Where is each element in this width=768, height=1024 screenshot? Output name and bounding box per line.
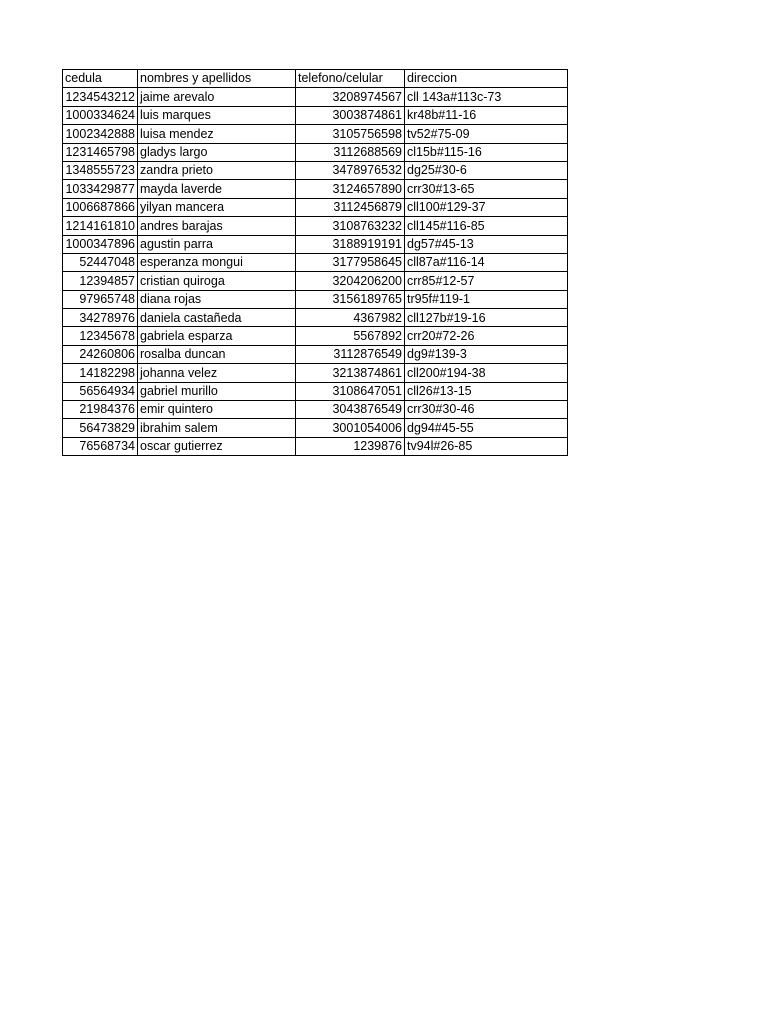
table-row (63, 382, 568, 400)
nombre-cell: ibrahim salem (138, 419, 296, 437)
telefono-cell: 3003874861 (296, 106, 405, 124)
nombre-cell: diana rojas (138, 290, 296, 308)
header-cedula: cedula (63, 70, 138, 88)
nombre-cell: luis marques (138, 106, 296, 124)
table-row (63, 437, 568, 455)
header-telefono: telefono/celular (296, 70, 405, 88)
telefono-cell: 1239876 (296, 437, 405, 455)
cedula-cell: 1000334624 (63, 106, 138, 124)
direccion-cell: cll26#13-15 (405, 382, 568, 400)
header-direccion: direccion (405, 70, 568, 88)
nombre-cell: gabriela esparza (138, 327, 296, 345)
cedula-cell: 76568734 (63, 437, 138, 455)
table-row (63, 125, 568, 143)
direccion-cell: crr30#13-65 (405, 180, 568, 198)
table-row (63, 217, 568, 235)
table-row (63, 401, 568, 419)
table-row (63, 143, 568, 161)
cedula-cell: 21984376 (63, 401, 138, 419)
table-row (63, 327, 568, 345)
direccion-cell: kr48b#11-16 (405, 106, 568, 124)
cedula-cell: 52447048 (63, 253, 138, 271)
telefono-cell: 3108647051 (296, 382, 405, 400)
telefono-cell: 5567892 (296, 327, 405, 345)
cedula-cell: 1000347896 (63, 235, 138, 253)
direccion-cell: crr30#30-46 (405, 401, 568, 419)
telefono-cell: 3112456879 (296, 198, 405, 216)
cedula-cell: 1234543212 (63, 88, 138, 106)
nombre-cell: agustin parra (138, 235, 296, 253)
direccion-cell: tr95f#119-1 (405, 290, 568, 308)
table-row (63, 161, 568, 179)
direccion-cell: crr20#72-26 (405, 327, 568, 345)
telefono-cell: 3156189765 (296, 290, 405, 308)
nombre-cell: esperanza mongui (138, 253, 296, 271)
table-body (63, 88, 568, 456)
direccion-cell: cll127b#19-16 (405, 309, 568, 327)
telefono-cell: 3112688569 (296, 143, 405, 161)
direccion-cell: crr85#12-57 (405, 272, 568, 290)
telefono-cell: 3001054006 (296, 419, 405, 437)
telefono-cell: 3478976532 (296, 161, 405, 179)
cedula-cell: 56473829 (63, 419, 138, 437)
table-row (63, 235, 568, 253)
nombre-cell: daniela castañeda (138, 309, 296, 327)
contacts-table (62, 69, 568, 456)
table-row (63, 198, 568, 216)
header-row (63, 70, 568, 88)
nombre-cell: cristian quiroga (138, 272, 296, 290)
table-row (63, 419, 568, 437)
direccion-cell: dg94#45-55 (405, 419, 568, 437)
cedula-cell: 1214161810 (63, 217, 138, 235)
nombre-cell: mayda laverde (138, 180, 296, 198)
cedula-cell: 1006687866 (63, 198, 138, 216)
header-nombres: nombres y apellidos (138, 70, 296, 88)
table-row (63, 345, 568, 363)
telefono-cell: 3204206200 (296, 272, 405, 290)
cedula-cell: 14182298 (63, 364, 138, 382)
cedula-cell: 1002342888 (63, 125, 138, 143)
nombre-cell: luisa mendez (138, 125, 296, 143)
nombre-cell: emir quintero (138, 401, 296, 419)
cedula-cell: 1348555723 (63, 161, 138, 179)
table-row (63, 309, 568, 327)
direccion-cell: dg25#30-6 (405, 161, 568, 179)
spreadsheet (62, 69, 568, 456)
nombre-cell: andres barajas (138, 217, 296, 235)
telefono-cell: 4367982 (296, 309, 405, 327)
cedula-cell: 12394857 (63, 272, 138, 290)
cedula-cell: 97965748 (63, 290, 138, 308)
nombre-cell: rosalba duncan (138, 345, 296, 363)
nombre-cell: johanna velez (138, 364, 296, 382)
cedula-cell: 24260806 (63, 345, 138, 363)
telefono-cell: 3108763232 (296, 217, 405, 235)
telefono-cell: 3208974567 (296, 88, 405, 106)
cedula-cell: 1033429877 (63, 180, 138, 198)
cedula-cell: 56564934 (63, 382, 138, 400)
nombre-cell: zandra prieto (138, 161, 296, 179)
nombre-cell: jaime arevalo (138, 88, 296, 106)
direccion-cell: cll200#194-38 (405, 364, 568, 382)
nombre-cell: oscar gutierrez (138, 437, 296, 455)
telefono-cell: 3043876549 (296, 401, 405, 419)
table-row (63, 106, 568, 124)
table-row (63, 272, 568, 290)
telefono-cell: 3188919191 (296, 235, 405, 253)
telefono-cell: 3213874861 (296, 364, 405, 382)
nombre-cell: yilyan mancera (138, 198, 296, 216)
nombre-cell: gladys largo (138, 143, 296, 161)
direccion-cell: tv52#75-09 (405, 125, 568, 143)
cedula-cell: 12345678 (63, 327, 138, 345)
direccion-cell: cl15b#115-16 (405, 143, 568, 161)
direccion-cell: cll87a#116-14 (405, 253, 568, 271)
telefono-cell: 3124657890 (296, 180, 405, 198)
direccion-cell: cll100#129-37 (405, 198, 568, 216)
telefono-cell: 3177958645 (296, 253, 405, 271)
table-row (63, 253, 568, 271)
table-row (63, 290, 568, 308)
cedula-cell: 34278976 (63, 309, 138, 327)
telefono-cell: 3112876549 (296, 345, 405, 363)
table-row (63, 364, 568, 382)
direccion-cell: dg57#45-13 (405, 235, 568, 253)
direccion-cell: cll 143a#113c-73 (405, 88, 568, 106)
table-row (63, 180, 568, 198)
direccion-cell: tv94l#26-85 (405, 437, 568, 455)
nombre-cell: gabriel murillo (138, 382, 296, 400)
telefono-cell: 3105756598 (296, 125, 405, 143)
table-row (63, 88, 568, 106)
cedula-cell: 1231465798 (63, 143, 138, 161)
direccion-cell: cll145#116-85 (405, 217, 568, 235)
direccion-cell: dg9#139-3 (405, 345, 568, 363)
